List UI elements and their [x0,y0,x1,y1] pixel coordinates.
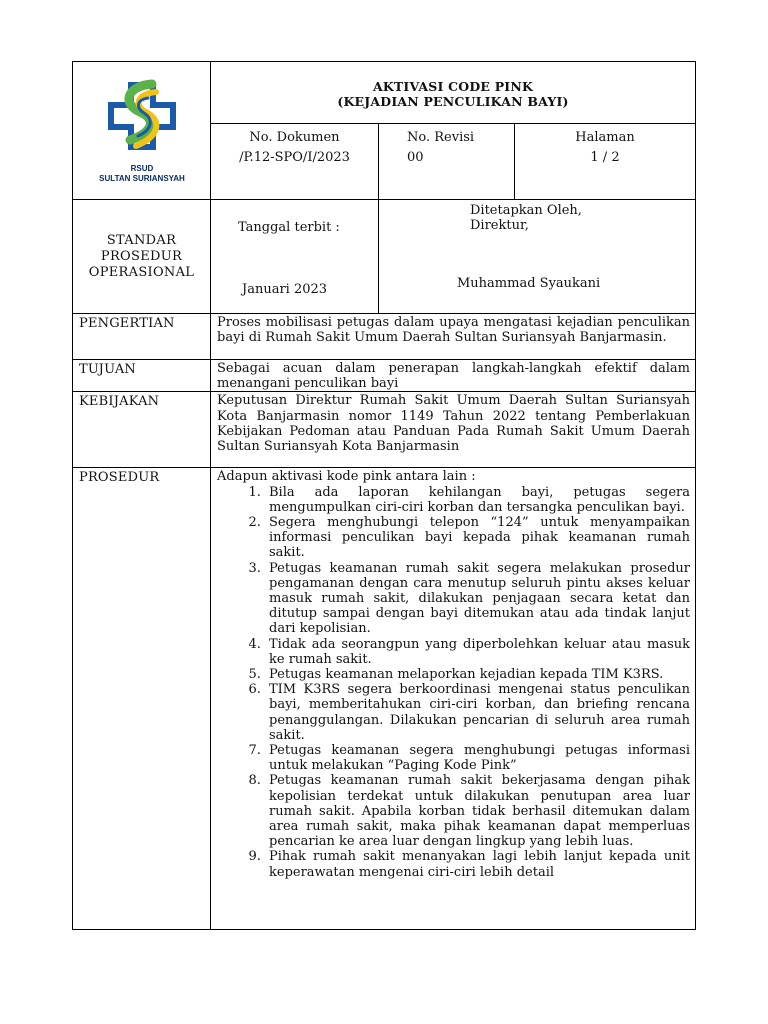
sop-document [72,61,695,930]
logo-text-line2: SULTAN SURIANSYAH [99,173,185,183]
sop-label-line2: PROSEDUR [100,248,183,264]
revision-value: 00 [407,150,424,165]
prosedur-intro: Adapun aktivasi kode pink antara lain : [217,469,476,485]
list-item: 2. Segera menghubungi telepon “124” untuk menyampaikan informasi penculikan bayi kepada pihak keamanan rumah sakit. [265,515,690,561]
approved-name: Muhammad Syaukani [457,276,601,291]
hospital-logo [73,78,211,184]
list-item: 1. Bila ada laporan kehilangan bayi, petugas segera mengumpulkan ciri-ciri korban dan tersangka penculikan bayi. [265,485,690,515]
list-item: 4. Tidak ada seorangpun yang diperbolehkan keluar atau masuk ke rumah sakit. [265,637,690,667]
page-value: 1 / 2 [590,150,620,165]
document-title: AKTIVASI CODE PINK [372,79,534,94]
issue-date-value: Januari 2023 [242,282,328,297]
kebijakan-label: KEBIJAKAN [73,392,211,468]
doc-number-value: /P.12-SPO/I/2023 [239,150,350,165]
kebijakan-text: Keputusan Direktur Rumah Sakit Umum Daerah Sultan Suriansyah Kota Banjarmasin nomor 1149 Tahun 2022 tentang Pemberlakuan Kebijakan Pedoman atau Panduan Pada Rumah Sakit Umum Daerah Sultan Suriansyah Kota Banjarmasin [211,392,696,468]
sop-label-line1: STANDAR [106,232,177,248]
approved-by-label: Ditetapkan Oleh, [470,203,582,218]
list-item: 9. Pihak rumah sakit menanyakan lagi lebih lanjut kepada unit keperawatan mengenai ciri-ciri lebih detail [265,849,690,879]
list-item: 6. TIM K3RS segera berkoordinasi mengenai status penculikan bayi, memberitahukan ciri-ciri korban, dan briefing rencana penanggulangan. Dilakukan pencarian di seluruh area rumah sakit. [265,682,690,743]
revision-label: No. Revisi [407,130,475,145]
doc-number-cell [211,124,379,200]
list-item: 3. Petugas keamanan rumah sakit segera melakukan prosedur pengamanan dengan cara menutup seluruh pintu akses keluar masuk rumah sakit, dilakukan penjagaan secara ketat dan ditutup sampai dengan bayi ditemukan atau ada tindak lanjut dari kepolisian. [265,561,690,637]
title-cell [211,62,696,124]
prosedur-label: PROSEDUR [73,468,211,930]
tujuan-text: Sebagai acuan dalam penerapan langkah-langkah efektif dalam menangani penculikan bayi [211,360,696,392]
page-cell [515,124,696,200]
logo-text-line1: RSUD [130,163,154,173]
prosedur-steps [217,485,690,880]
prosedur-cell [211,468,696,930]
list-item: 8. Petugas keamanan rumah sakit bekerjasama dengan pihak kepolisian terdekat untuk dilakukan penutupan area luar rumah sakit. Apabila korban tidak berhasil ditemukan dalam area rumah sakit, maka pihak keamanan dapat memperluas pencarian ke area luar dengan lingkup yang lebih luas. [265,773,690,849]
tujuan-label: TUJUAN [73,360,211,392]
approval-cell [379,200,696,314]
list-item: 7. Petugas keamanan segera menghubungi petugas informasi untuk melakukan “Paging Kode Pink” [265,743,690,773]
sop-label-cell [73,200,211,314]
doc-number-label: No. Dokumen [249,130,340,145]
list-item: 5. Petugas keamanan melaporkan kejadian kepada TIM K3RS. [265,667,690,682]
document-subtitle: (KEJADIAN PENCULIKAN BAYI) [337,94,569,109]
approved-role: Direktur, [470,218,529,233]
sop-label-line3: OPERASIONAL [88,264,195,280]
sop-table [72,61,696,930]
page-label: Halaman [575,130,635,145]
pengertian-label: PENGERTIAN [73,314,211,360]
issue-date-cell [211,200,379,314]
issue-date-label: Tanggal terbit : [238,220,340,235]
pengertian-text: Proses mobilisasi petugas dalam upaya mengatasi kejadian penculikan bayi di Rumah Sakit Umum Daerah Sultan Suriansyah Banjarmasin. [211,314,696,360]
logo-cell [73,62,211,200]
revision-cell [379,124,515,200]
hospital-logo-icon [92,78,192,160]
